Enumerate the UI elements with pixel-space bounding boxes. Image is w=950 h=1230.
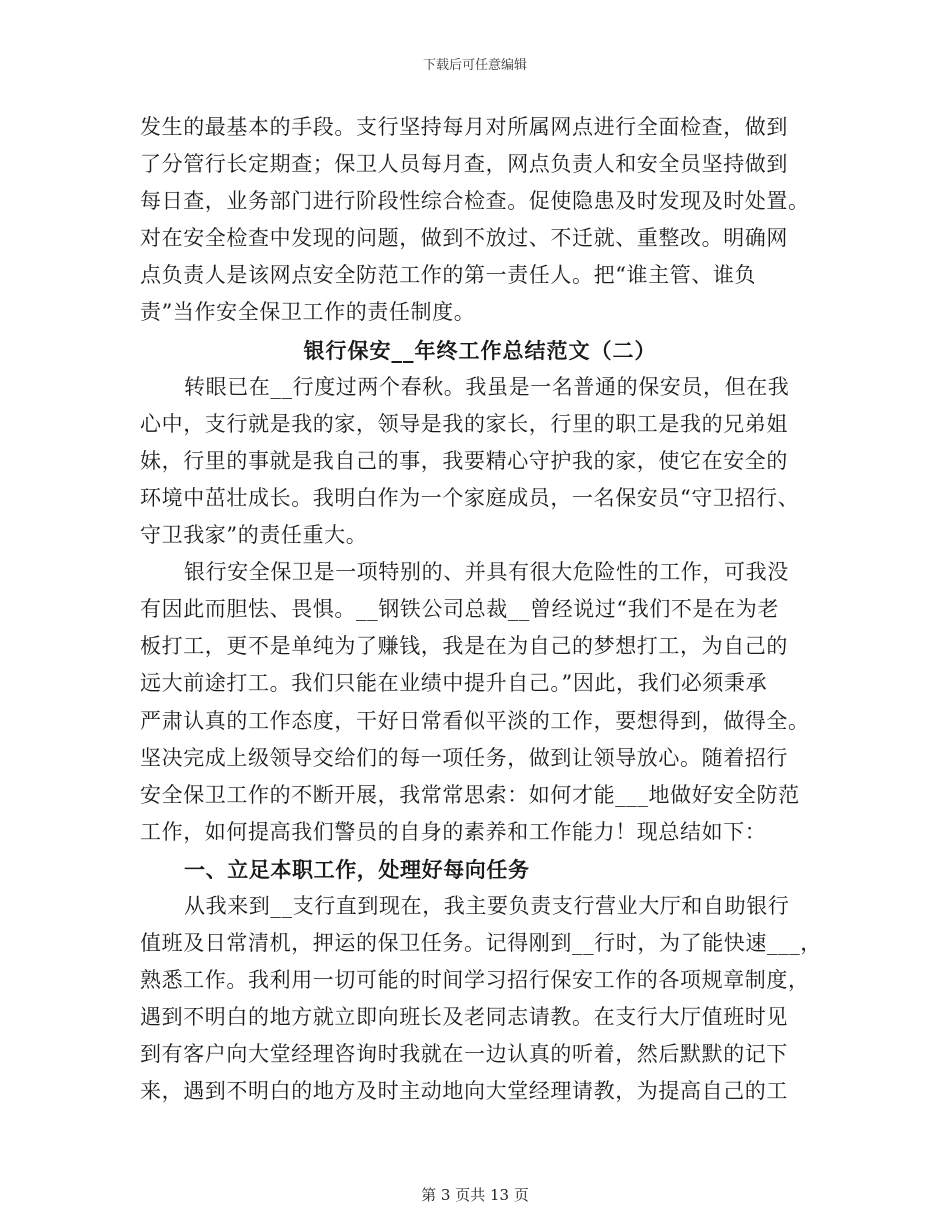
paragraph-line: 坚决完成上级领导交给们的每一项任务，做到让领导放心。随着招行 xyxy=(140,745,788,770)
paragraph-line: 心中，支行就是我的家，领导是我的家长，行里的职工是我的兄弟姐 xyxy=(140,411,788,436)
paragraph-line: 转眼已在__行度过两个春秋。我虽是一名普通的保安员，但在我 xyxy=(184,374,790,399)
section-title: 银行保安__年终工作总结范文（二） xyxy=(303,337,657,363)
paragraph-line: 从我来到__支行直到现在，我主要负责支行营业大厅和自助银行 xyxy=(184,893,790,918)
paragraph-line: 值班及日常清机，押运的保卫任务。记得刚到__行时，为了能快速___， xyxy=(140,931,822,956)
paragraph-line: 对在安全检查中发现的问题，做到不放过、不迁就、重整改。明确网 xyxy=(140,226,788,251)
paragraph-line: 责”当作安全保卫工作的责任制度。 xyxy=(140,300,476,325)
paragraph-line: 远大前途打工。我们只能在业绩中提升自己。”因此，我们必须秉承 xyxy=(140,671,768,696)
paragraph-line: 发生的最基本的手段。支行坚持每月对所属网点进行全面检查，做到 xyxy=(140,115,788,139)
paragraph-line: 妹，行里的事就是我自己的事，我要精心守护我的家，使它在安全的 xyxy=(140,448,788,473)
page-header: 下载后可任意编辑 xyxy=(422,58,527,73)
paragraph-line: 严肃认真的工作态度，干好日常看似平淡的工作，要想得到，做得全。 xyxy=(140,708,810,733)
paragraph-line: 熟悉工作。我利用一切可能的时间学习招行保安工作的各项规章制度， xyxy=(140,968,810,993)
paragraph-line: 了分管行长定期查；保卫人员每月查，网点负责人和安全员坚持做到 xyxy=(140,152,788,177)
paragraph-line: 点负责人是该网点安全防范工作的第一责任人。把“谁主管、谁负 xyxy=(140,263,757,288)
paragraph-line: 有因此而胆怯、畏惧。__钢铁公司总裁__曾经说过“我们不是在为老 xyxy=(140,597,779,622)
paragraph-line: 工作，如何提高我们警员的自身的素养和工作能力！现总结如下： xyxy=(140,819,767,844)
paragraph-line: 银行安全保卫是一项特别的、并具有很大危险性的工作，可我没 xyxy=(184,560,789,585)
paragraph-line: 板打工，更不是单纯为了赚钱，我是在为自己的梦想打工，为自己的 xyxy=(140,634,788,659)
paragraph-line: 环境中茁壮成长。我明白作为一个家庭成员，一名保安员“守卫招行、 xyxy=(140,485,800,510)
paragraph-line: 来，遇到不明白的地方及时主动地向大堂经理请教，为提高自己的工 xyxy=(140,1079,788,1104)
paragraph-line: 安全保卫工作的不断开展，我常常思索：如何才能___地做好安全防范 xyxy=(140,782,800,807)
subsection-heading: 一、立足本职工作，处理好每向任务 xyxy=(184,856,530,882)
paragraph-line: 守卫我家”的责任重大。 xyxy=(140,523,368,548)
paragraph-line: 每日查，业务部门进行阶段性综合检查。促使隐患及时发现及时处置。 xyxy=(140,189,810,214)
paragraph-line: 遇到不明白的地方就立即向班长及老同志请教。在支行大厅值班时见 xyxy=(140,1005,788,1030)
document-body xyxy=(140,109,820,1111)
paragraph-line: 到有客户向大堂经理咨询时我就在一边认真的听着，然后默默的记下 xyxy=(140,1042,788,1067)
page-footer: 第 3 页共 13 页 xyxy=(421,1186,529,1204)
